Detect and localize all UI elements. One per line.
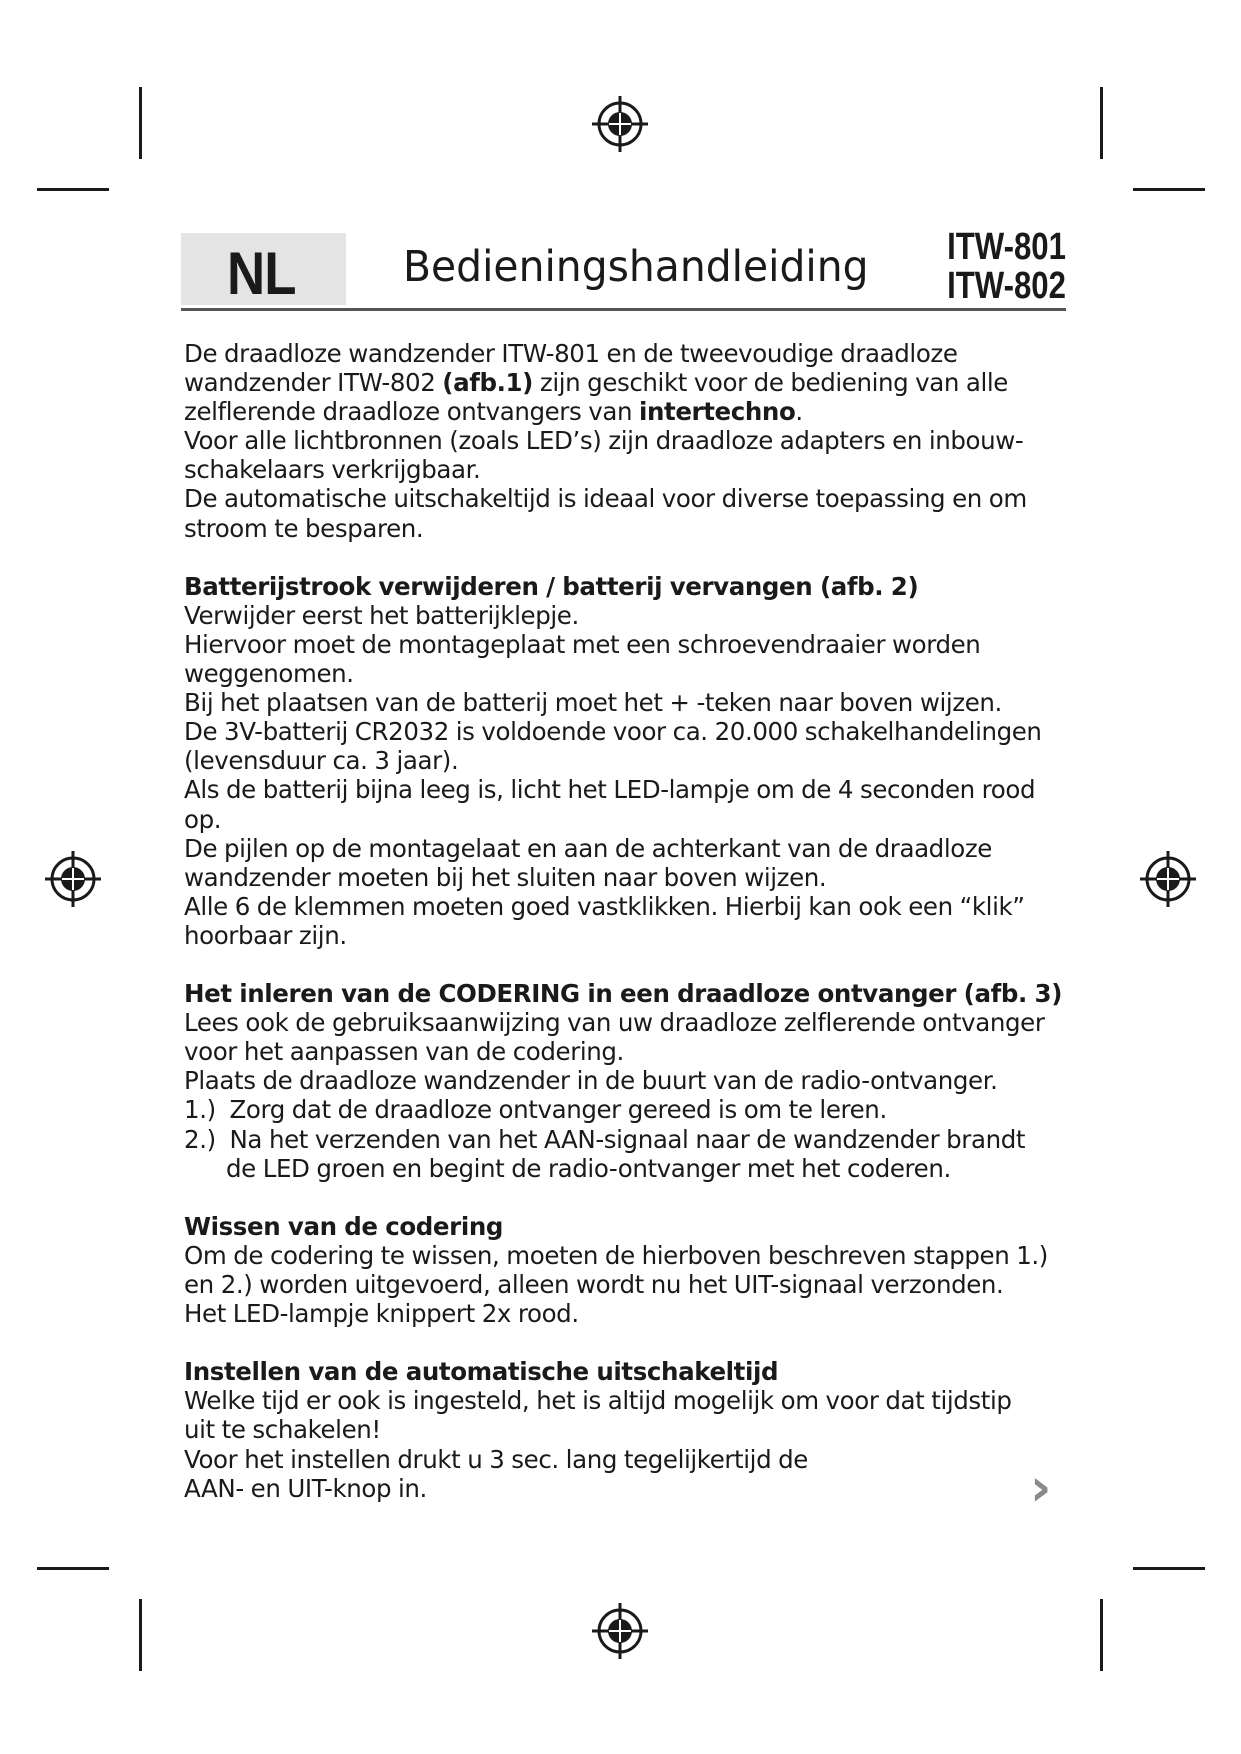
paragraph-line: en 2.) worden uitgevoerd, alleen wordt nu het UIT-signaal verzonden. (184, 1270, 1004, 1299)
page-header (181, 228, 1066, 311)
paragraph-line: weggenomen. (184, 659, 354, 689)
paragraph-line: hoorbaar zijn. (184, 920, 347, 950)
text-run: zelflerende draadloze ontvangers van (184, 397, 639, 427)
figure-reference: (afb.1) (442, 368, 533, 398)
paragraph-line: uit te schakelen! (184, 1415, 381, 1445)
crop-mark-bottom-right-horizontal (1133, 1567, 1205, 1570)
intro-section (184, 339, 1084, 543)
model-number: ITW-801 (947, 226, 1066, 268)
paragraph-line: Welke tijd er ook is ingesteld, het is altijd mogelijk om voor dat tijdstip (184, 1386, 1012, 1416)
list-item: 1.) Zorg dat de draadloze ontvanger gereed is om te leren. (184, 1095, 887, 1125)
erase-section (184, 1212, 1084, 1328)
registration-mark-right-icon (1138, 849, 1198, 909)
paragraph-line: De draadloze wandzender ITW-801 en de tweevoudige draadloze (184, 339, 958, 368)
section-gap (184, 950, 1084, 979)
paragraph-line (184, 397, 1084, 426)
paragraph-line: Voor alle lichtbronnen (zoals LED’s) zijn draadloze adapters en inbouw- (184, 426, 1024, 456)
paragraph-line: wandzender moeten bij het sluiten naar boven wijzen. (184, 862, 827, 892)
paragraph-line: Verwijder eerst het batterijklepje. (184, 600, 579, 630)
language-box (181, 233, 346, 305)
registration-mark-left-icon (43, 849, 103, 909)
crop-mark-bottom-right-vertical (1100, 1599, 1103, 1671)
paragraph-line: Voor het instellen drukt u 3 sec. lang tegelijkertijd de (184, 1444, 808, 1474)
crop-mark-top-left-horizontal (37, 188, 109, 191)
paragraph-line: voor het aanpassen van de codering. (184, 1037, 624, 1067)
paragraph-line: (levensduur ca. 3 jaar). (184, 746, 459, 776)
paragraph-line: schakelaars verkrijgbaar. (184, 455, 481, 485)
next-page-arrow-icon: › (1030, 1458, 1052, 1518)
paragraph-line: op. (184, 804, 222, 834)
paragraph-line: Het LED-lampje knippert 2x rood. (184, 1299, 579, 1329)
section-gap (184, 1328, 1084, 1357)
section-heading: Batterijstrook verwijderen / batterij vervangen (afb. 2) (184, 571, 919, 601)
crop-mark-top-left-vertical (139, 87, 142, 159)
paragraph-line: De automatische uitschakeltijd is ideaal voor diverse toepassing en om (184, 484, 1027, 514)
registration-mark-top-icon (590, 94, 650, 154)
paragraph-line: Hiervoor moet de montageplaat met een schroevendraaier worden (184, 629, 981, 659)
battery-section (184, 572, 1084, 950)
paragraph-line: stroom te besparen. (184, 513, 424, 543)
crop-mark-top-right-vertical (1100, 87, 1103, 159)
paragraph-line: AAN- en UIT-knop in. (184, 1473, 427, 1503)
crop-mark-top-right-horizontal (1133, 188, 1205, 191)
section-gap (184, 1183, 1084, 1212)
document-body (184, 339, 1084, 1503)
paragraph-line: Bij het plaatsen van de batterij moet het + -teken naar boven wijzen. (184, 688, 1002, 718)
section-gap (184, 543, 1084, 572)
registration-mark-bottom-icon (590, 1601, 650, 1661)
timer-section (184, 1357, 1084, 1502)
list-item: 2.) Na het verzenden van het AAN-signaal naar de wandzender brandt (184, 1124, 1026, 1154)
document-title: Bedieningshandleiding (403, 242, 869, 292)
paragraph-line: Lees ook de gebruiksaanwijzing van uw draadloze zelflerende ontvanger (184, 1008, 1045, 1038)
paragraph-line: Alle 6 de klemmen moeten goed vastklikken. Hierbij kan ook een “klik” (184, 891, 1025, 921)
paragraph-line: Plaats de draadloze wandzender in de buurt van de radio-ontvanger. (184, 1066, 998, 1096)
paragraph-line (184, 368, 1084, 397)
language-code: NL (227, 240, 296, 307)
paragraph-line: Als de batterij bijna leeg is, licht het LED-lampje om de 4 seconden rood (184, 775, 1036, 805)
crop-mark-bottom-left-horizontal (37, 1567, 109, 1570)
section-heading: Het inleren van de CODERING in een draadloze ontvanger (afb. 3) (184, 979, 1062, 1009)
list-item-continuation: de LED groen en begint de radio-ontvanger met het coderen. (226, 1153, 951, 1183)
brand-name: intertechno (638, 397, 796, 427)
crop-mark-bottom-left-vertical (139, 1599, 142, 1671)
section-heading: Instellen van de automatische uitschakeltijd (184, 1357, 779, 1387)
coding-section (184, 979, 1084, 1183)
text-run: zijn geschikt voor de bediening van alle (532, 368, 1008, 398)
paragraph-line: Om de codering te wissen, moeten de hierboven beschreven stappen 1.) (184, 1240, 1048, 1270)
paragraph-line: De pijlen op de montagelaat en aan de achterkant van de draadloze (184, 833, 992, 863)
paragraph-line: De 3V-batterij CR2032 is voldoende voor ca. 20.000 schakelhandelingen (184, 717, 1042, 747)
text-run: wandzender ITW-802 (184, 368, 443, 398)
model-number: ITW-802 (947, 265, 1066, 307)
model-numbers (947, 228, 1066, 306)
text-run: . (795, 397, 803, 427)
section-heading: Wissen van de codering (184, 1211, 504, 1241)
